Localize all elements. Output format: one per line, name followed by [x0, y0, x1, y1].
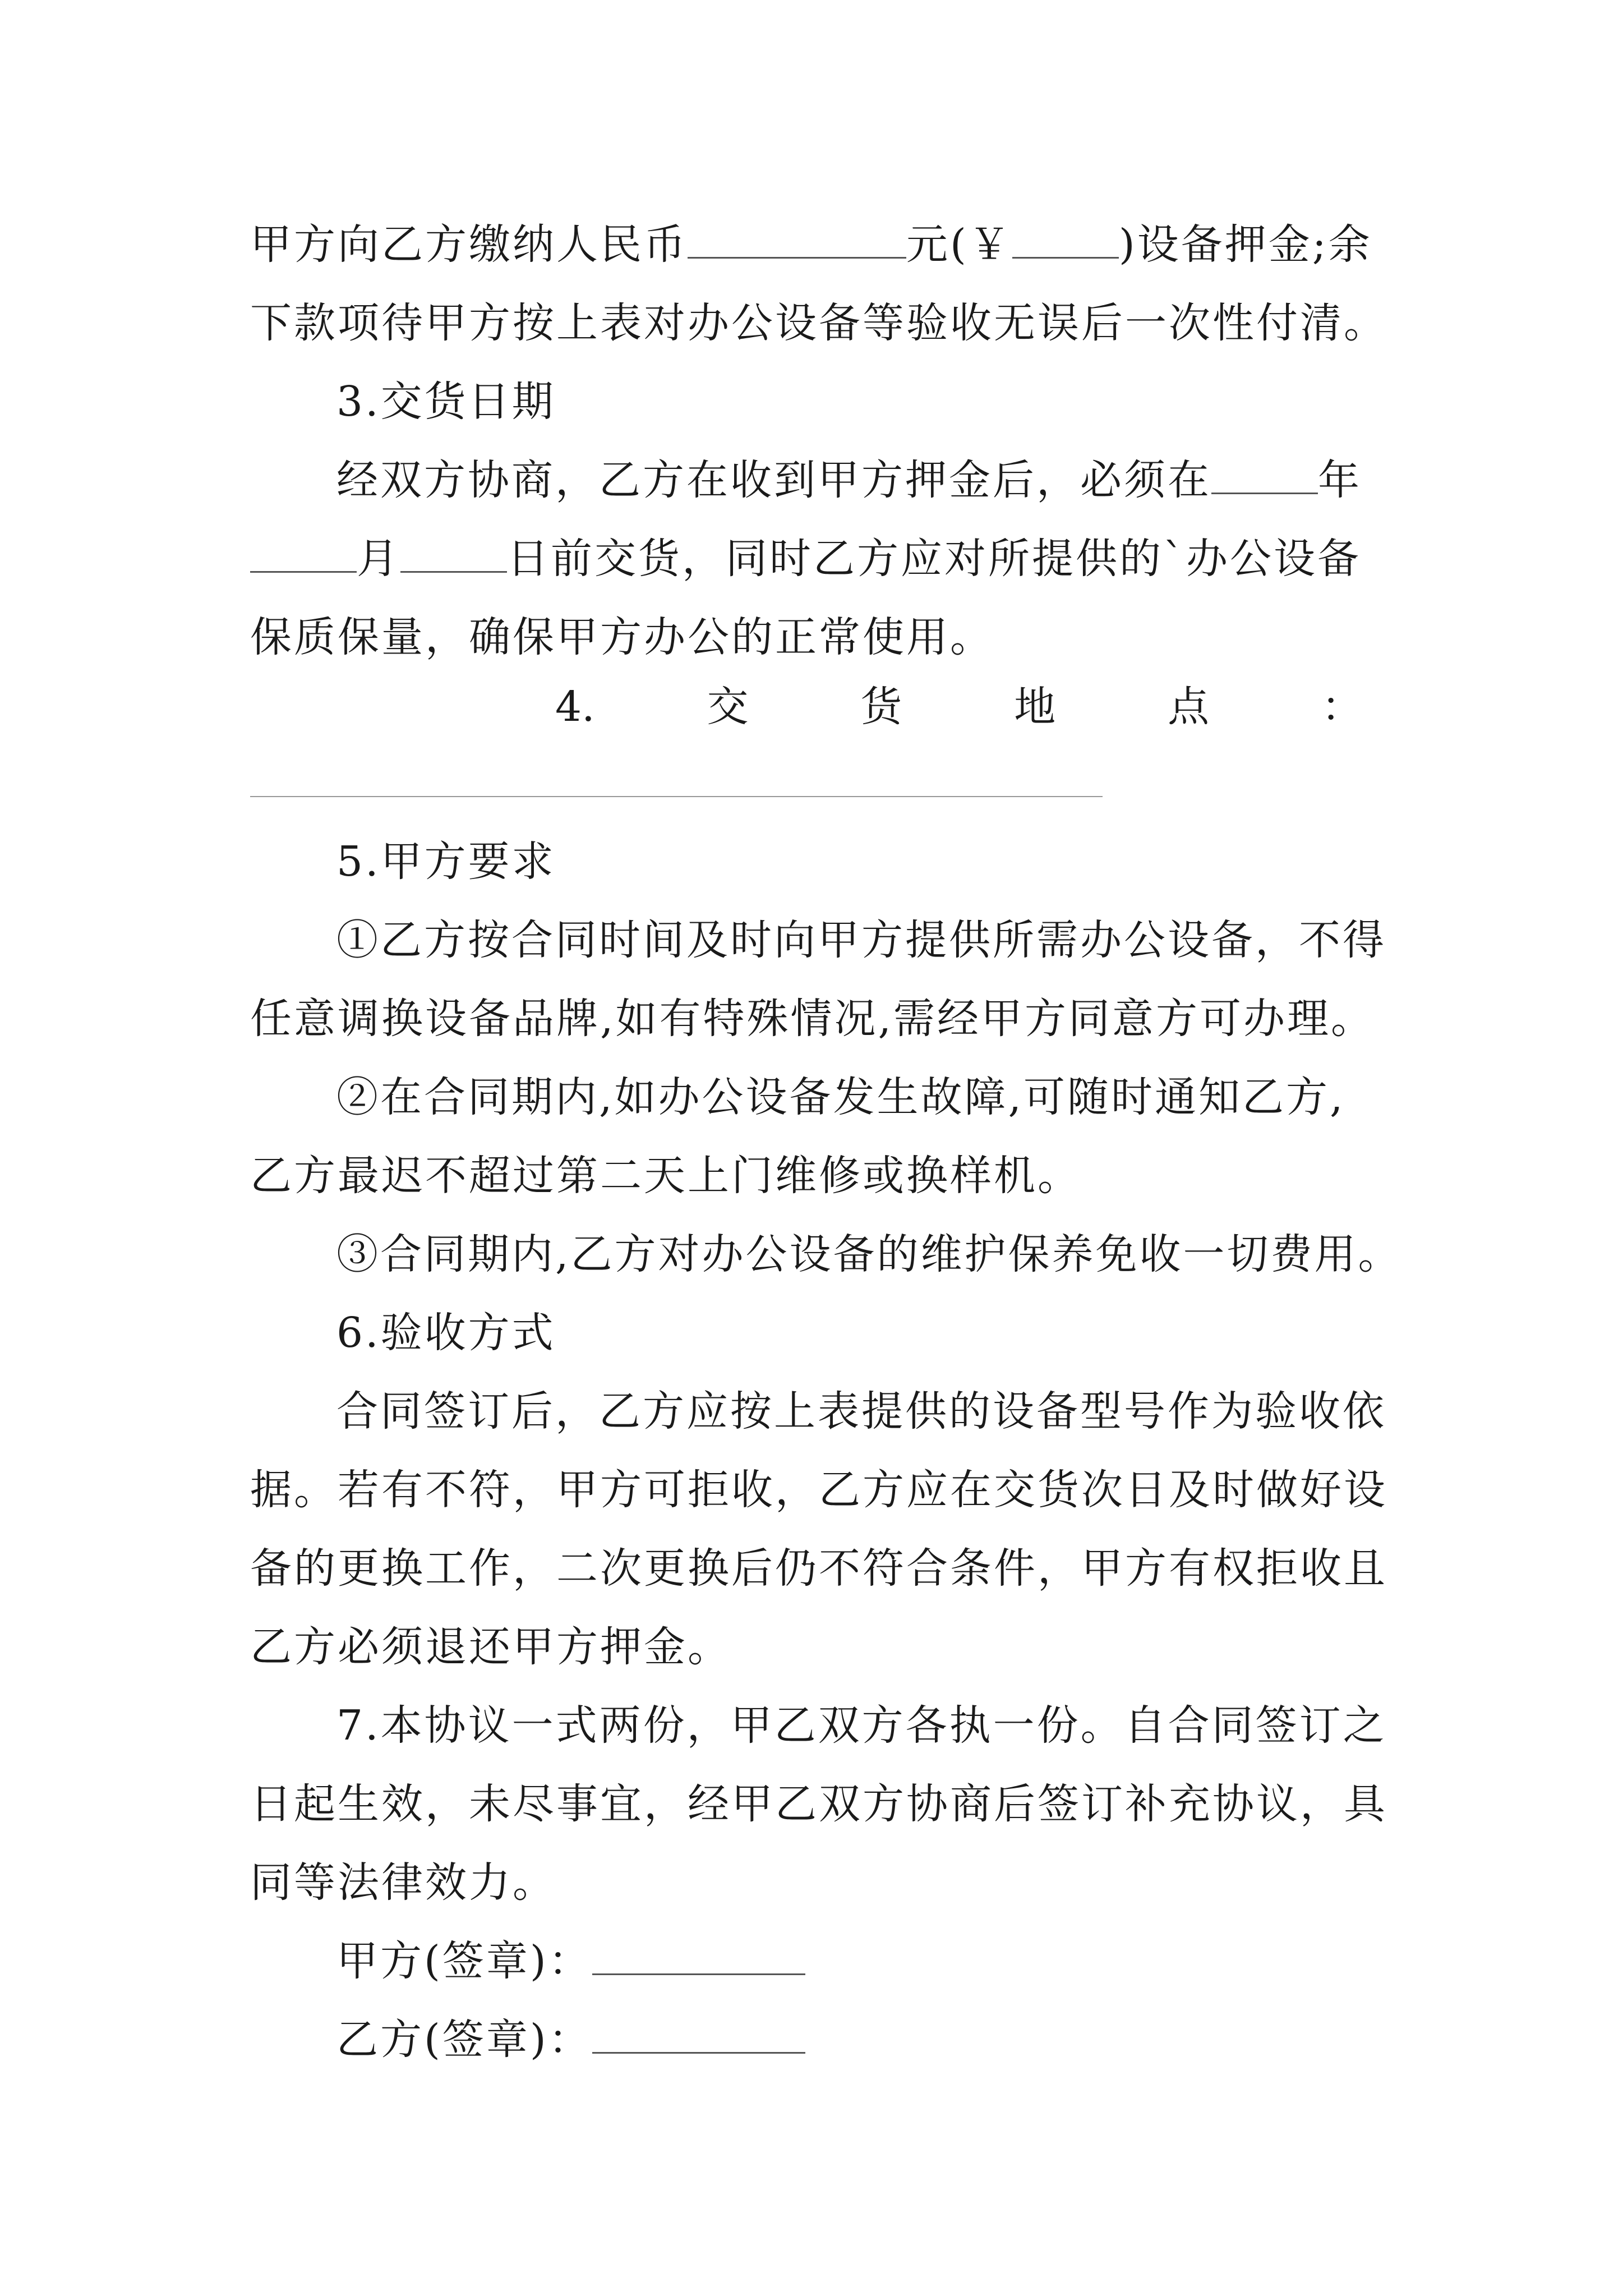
delivery-tail-text: 日前交货，同时乙方应对所提供的`办公设备 — [507, 535, 1361, 583]
agreement-line-1: 7.本协议一式两份，甲乙双方各执一份。自合同签订之 — [336, 1701, 1387, 1750]
delivery-month-blank[interactable] — [250, 535, 357, 573]
section-4-heading — [555, 679, 1363, 735]
party-b-label: 乙方(签章)： — [336, 2016, 592, 2064]
deposit-figure-blank[interactable] — [1012, 221, 1119, 259]
section-5-heading: 5.甲方要求 — [336, 838, 556, 886]
party-a-signature-blank[interactable] — [592, 1938, 805, 1975]
section-3-heading: 3.交货日期 — [336, 378, 556, 426]
agreement-line-2: 日起生效，未尽事宜，经甲乙双方协商后签订补充协议，具 — [250, 1780, 1387, 1828]
delivery-year-blank[interactable] — [1211, 457, 1318, 494]
deposit-line — [250, 217, 1394, 273]
section-4-char: 地 — [1014, 683, 1056, 731]
deposit-currency-text: 元(￥ — [906, 220, 1012, 269]
delivery-day-blank[interactable] — [400, 535, 507, 573]
requirement-3: ③合同期内,乙方对办公设备的维护保养免收一切费用。 — [336, 1230, 1402, 1278]
agreement-line-3: 同等法律效力。 — [250, 1858, 556, 1907]
party-a-signature-line — [336, 1933, 1396, 1989]
acceptance-line-1: 合同签订后，乙方应按上表提供的设备型号作为验收依 — [336, 1387, 1386, 1435]
section-4-number: 4. — [555, 683, 595, 731]
party-b-signature-line — [336, 2012, 1396, 2068]
delivery-line-2 — [250, 531, 1394, 587]
delivery-location-blank[interactable] — [250, 796, 1103, 797]
delivery-line-1 — [336, 452, 1396, 508]
deposit-tail-text: )设备押金;余 — [1118, 220, 1372, 269]
section-4-colon: ： — [1321, 683, 1363, 731]
year-label: 年 — [1318, 456, 1362, 504]
deposit-amount-blank[interactable] — [688, 221, 906, 259]
requirement-2-line-2: 乙方最迟不超过第二天上门维修或换样机。 — [250, 1152, 1081, 1200]
requirement-1-line-1: ①乙方按合同时间及时向甲方提供所需办公设备，不得 — [336, 916, 1386, 964]
section-4-char: 点 — [1168, 683, 1210, 731]
section-4-char: 货 — [860, 683, 902, 731]
party-b-signature-blank[interactable] — [592, 2016, 805, 2054]
section-6-heading: 6.验收方式 — [336, 1309, 556, 1357]
requirement-2-line-1: ②在合同期内,如办公设备发生故障,可随时通知乙方, — [336, 1073, 1345, 1121]
month-label: 月 — [357, 535, 400, 583]
requirement-1-line-2: 任意调换设备品牌,如有特殊情况,需经甲方同意方可办理。 — [250, 995, 1375, 1043]
payment-line: 下款项待甲方按上表对办公设备等验收无误后一次性付清。 — [250, 299, 1387, 347]
acceptance-line-3: 备的更换工作，二次更换后仍不符合条件，甲方有权拒收且 — [250, 1544, 1387, 1593]
delivery-line-3: 保质保量，确保甲方办公的正常使用。 — [250, 613, 994, 661]
deposit-text: 甲方向乙方缴纳人民币 — [250, 220, 688, 269]
section-4-char: 交 — [707, 683, 749, 731]
delivery-text: 经双方协商，乙方在收到甲方押金后，必须在 — [336, 456, 1211, 504]
party-a-label: 甲方(签章)： — [336, 1937, 592, 1985]
acceptance-line-2: 据。若有不符，甲方可拒收，乙方应在交货次日及时做好设 — [250, 1466, 1387, 1514]
acceptance-line-4: 乙方必须退还甲方押金。 — [250, 1623, 731, 1671]
